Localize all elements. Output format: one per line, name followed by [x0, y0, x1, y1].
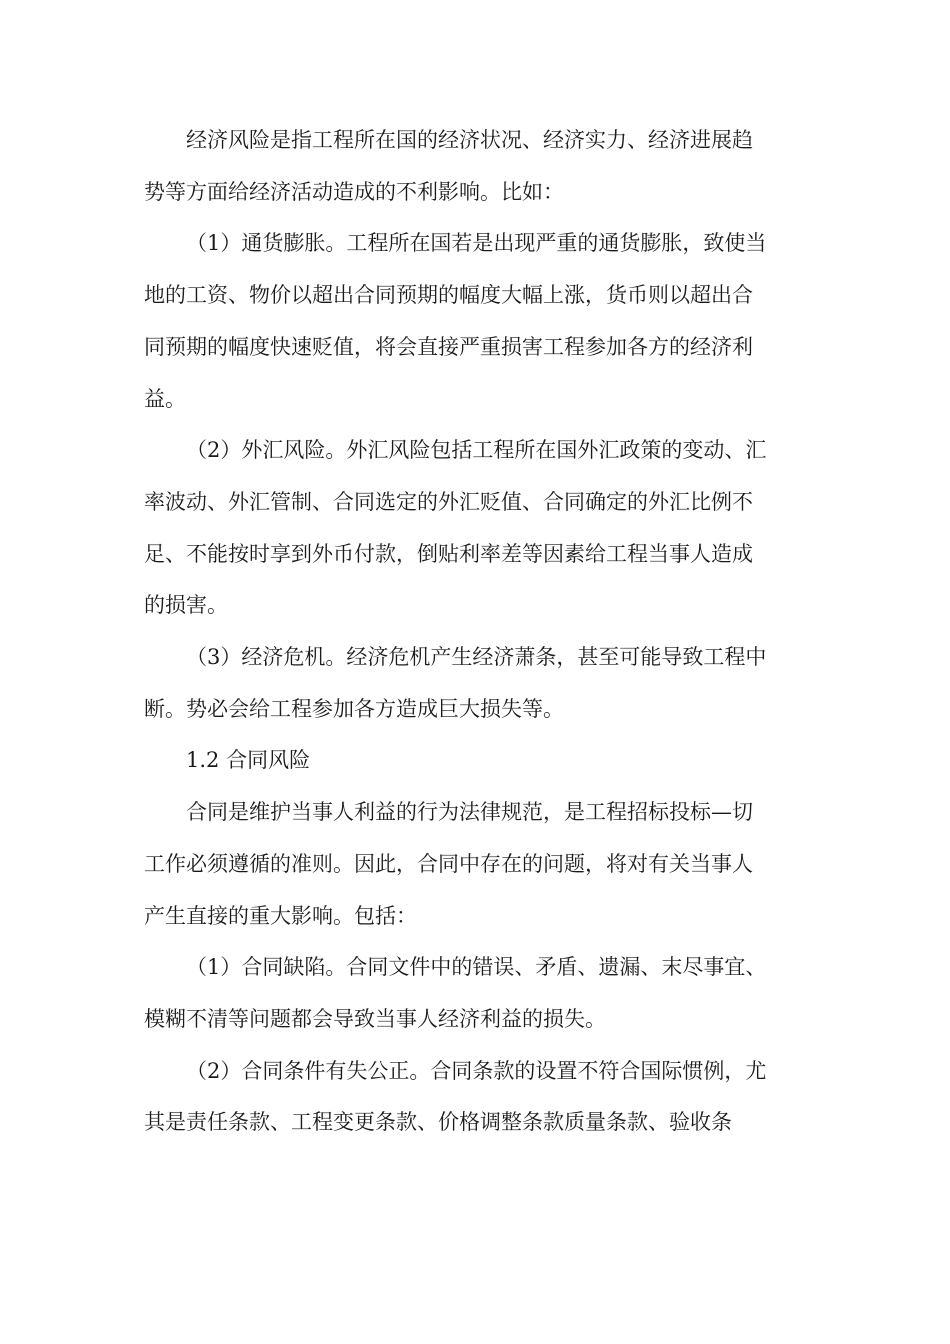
paragraph-inflation: （1）通货膨胀。工程所在国若是出现严重的通货膨胀，致使当 地的工资、物价以超出合同预期的幅度大幅上涨，货币则以超出合 同预期的幅度快速贬值，将会直接严重损害工程参加各方的经济利 益。	[144, 231, 767, 411]
paragraph-contract-intro: 合同是维护当事人利益的行为法律规范，是工程招标投标—切 工作必须遵循的准则。因此，合同中存在的问题，将对有关当事人 产生直接的重大影响。包括：	[144, 800, 753, 928]
paragraph-contract-defects: （1）合同缺陷。合同文件中的错误、矛盾、遗漏、末尽事宜、 模糊不清等问题都会导致当事人经济利益的损失。	[144, 955, 767, 1031]
paragraph-economic-risk-intro: 经济风险是指工程所在国的经济状况、经济实力、经济进展趋 势等方面给经济活动造成的不利影响。比如：	[144, 128, 753, 204]
section-heading-contract-risk: 1.2 合同风险	[186, 748, 311, 773]
paragraph-forex-risk: （2）外汇风险。外汇风险包括工程所在国外汇政策的变动、汇 率波动、外汇管制、合同选定的外汇贬值、合同确定的外汇比例不 足、不能按时享到外币付款，倒贴利率差等因素给工程当事人造成 的损害。	[144, 438, 767, 618]
document-body	[144, 115, 808, 1149]
paragraph-economic-crisis: （3）经济危机。经济危机产生经济萧条，甚至可能导致工程中 断。势必会给工程参加各方造成巨大损失等。	[144, 645, 767, 721]
paragraph-contract-unfair-terms: （2）合同条件有失公正。合同条款的设置不符合国际惯例，尤 其是责任条款、工程变更条款、价格调整条款质量条款、验收条	[144, 1058, 767, 1135]
